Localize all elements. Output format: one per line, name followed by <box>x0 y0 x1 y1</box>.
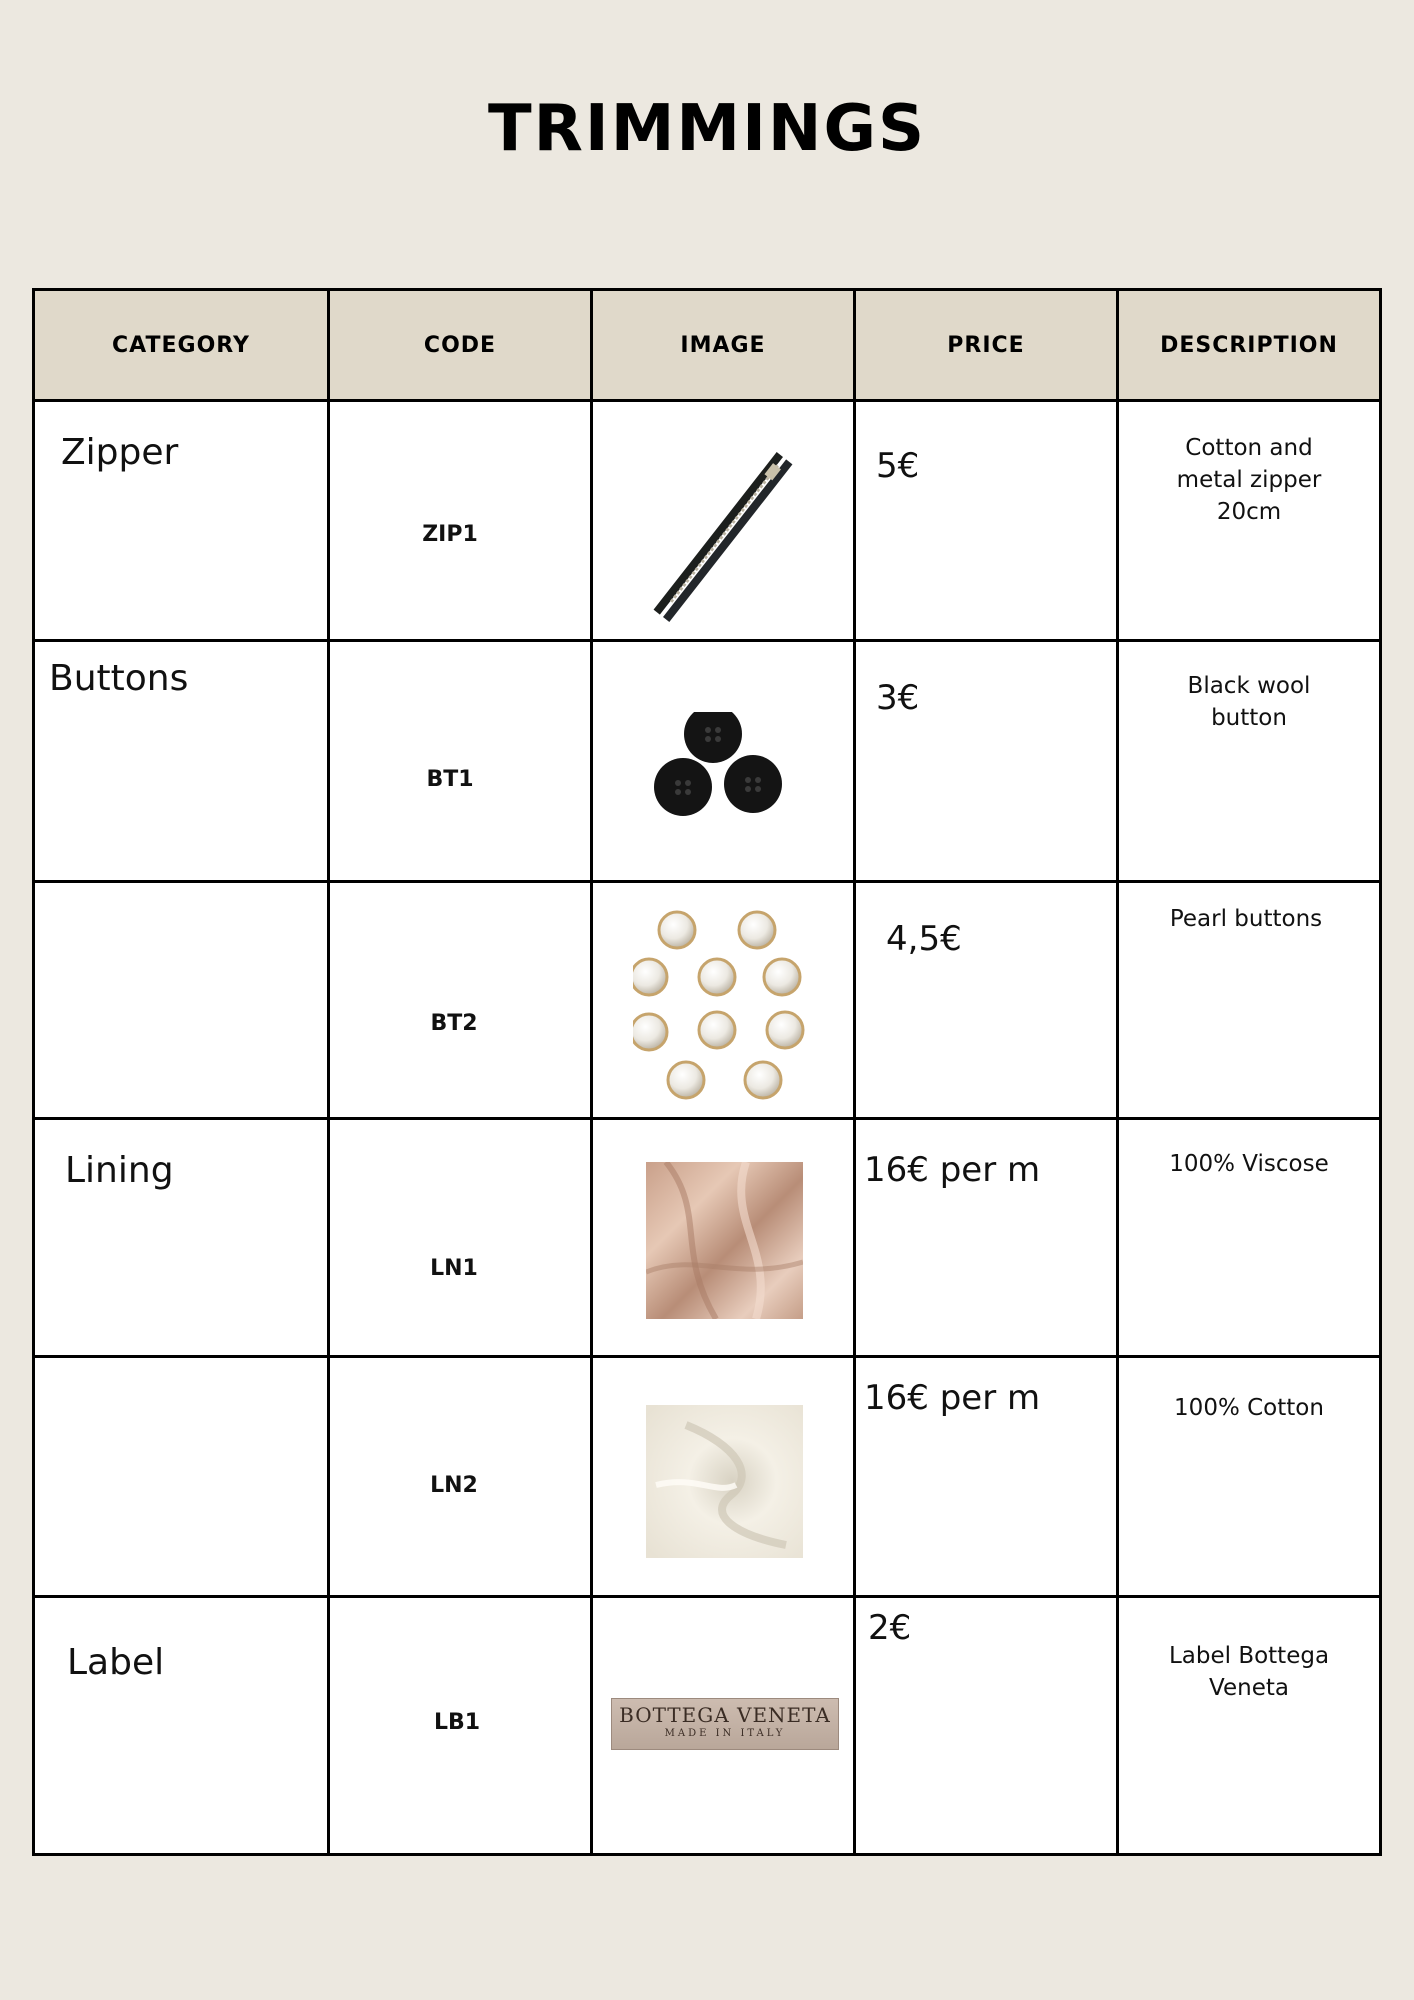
description-cell <box>1118 641 1381 882</box>
price-label: 2€ <box>868 1608 912 1648</box>
table-row <box>34 641 1381 882</box>
code-cell <box>329 401 592 641</box>
image-cell <box>592 401 855 641</box>
code-label: ZIP1 <box>422 522 478 547</box>
code-label: BT2 <box>430 1011 478 1036</box>
code-label: BT1 <box>426 767 474 792</box>
price-cell <box>855 1597 1118 1855</box>
price-label: 4,5€ <box>886 919 962 959</box>
zipper-image <box>653 442 793 632</box>
bottega-veneta-label-image <box>611 1698 839 1750</box>
description-cell <box>1118 882 1381 1119</box>
table-row <box>34 401 1381 641</box>
pearl-buttons-image <box>633 905 823 1105</box>
description-text <box>1119 432 1379 528</box>
header-image: IMAGE <box>592 290 855 401</box>
description-line: Veneta <box>1209 1675 1289 1701</box>
description-line: Pearl buttons <box>1169 906 1323 932</box>
table-row <box>34 1597 1381 1855</box>
description-line: 100% Viscose <box>1169 1151 1329 1177</box>
page-title: TRIMMINGS <box>487 92 927 166</box>
header-category: CATEGORY <box>34 290 329 401</box>
image-cell <box>592 641 855 882</box>
description-line: 20cm <box>1216 499 1282 525</box>
code-cell <box>329 1119 592 1357</box>
header-price: PRICE <box>855 290 1118 401</box>
category-label: Lining <box>65 1150 174 1191</box>
description-cell <box>1118 401 1381 641</box>
description-cell <box>1118 1357 1381 1597</box>
category-cell <box>34 1357 329 1597</box>
description-line: button <box>1211 705 1287 731</box>
label-brand-text: BOTTEGA VENETA <box>619 1703 831 1727</box>
trimmings-table <box>32 288 1382 1856</box>
price-cell <box>855 1357 1118 1597</box>
price-label: 5€ <box>876 446 920 486</box>
image-cell <box>592 1357 855 1597</box>
black-buttons-image <box>653 712 803 822</box>
category-cell <box>34 401 329 641</box>
code-label: LN2 <box>430 1473 478 1498</box>
category-cell <box>34 1119 329 1357</box>
description-text <box>1119 1640 1379 1704</box>
description-text <box>1119 670 1379 734</box>
description-line: 100% Cotton <box>1174 1395 1324 1421</box>
code-cell <box>329 882 592 1119</box>
price-label: 3€ <box>876 678 920 718</box>
description-text <box>1119 1148 1379 1180</box>
price-label: 16€ per m <box>864 1378 1041 1418</box>
code-cell <box>329 1597 592 1855</box>
price-cell <box>855 641 1118 882</box>
table-row <box>34 1119 1381 1357</box>
price-cell <box>855 1119 1118 1357</box>
white-cotton-fabric-image <box>646 1405 803 1558</box>
price-cell <box>855 882 1118 1119</box>
table-row <box>34 882 1381 1119</box>
price-label: 16€ per m <box>864 1150 1041 1190</box>
description-line: Label Bottega <box>1168 1643 1330 1669</box>
category-label: Zipper <box>61 432 179 473</box>
label-origin-text: MADE IN ITALY <box>664 1728 786 1739</box>
category-cell <box>34 1597 329 1855</box>
header-code: CODE <box>329 290 592 401</box>
description-line: Cotton and <box>1185 435 1313 461</box>
description-cell <box>1118 1119 1381 1357</box>
description-line: metal zipper <box>1176 467 1322 493</box>
description-text <box>1119 1392 1379 1424</box>
category-cell <box>34 641 329 882</box>
header-description: DESCRIPTION <box>1118 290 1381 401</box>
image-cell <box>592 1119 855 1357</box>
code-cell <box>329 641 592 882</box>
price-cell <box>855 401 1118 641</box>
category-cell <box>34 882 329 1119</box>
code-label: LN1 <box>430 1256 478 1281</box>
beige-viscose-fabric-image <box>646 1162 803 1319</box>
code-label: LB1 <box>433 1710 481 1735</box>
code-cell <box>329 1357 592 1597</box>
image-cell <box>592 1597 855 1855</box>
image-cell <box>592 882 855 1119</box>
description-cell <box>1118 1597 1381 1855</box>
description-text <box>1116 903 1376 935</box>
description-line: Black wool <box>1187 673 1311 699</box>
category-label: Label <box>67 1642 165 1683</box>
table-header-row <box>34 290 1381 401</box>
category-label: Buttons <box>49 658 189 699</box>
table-row <box>34 1357 1381 1597</box>
